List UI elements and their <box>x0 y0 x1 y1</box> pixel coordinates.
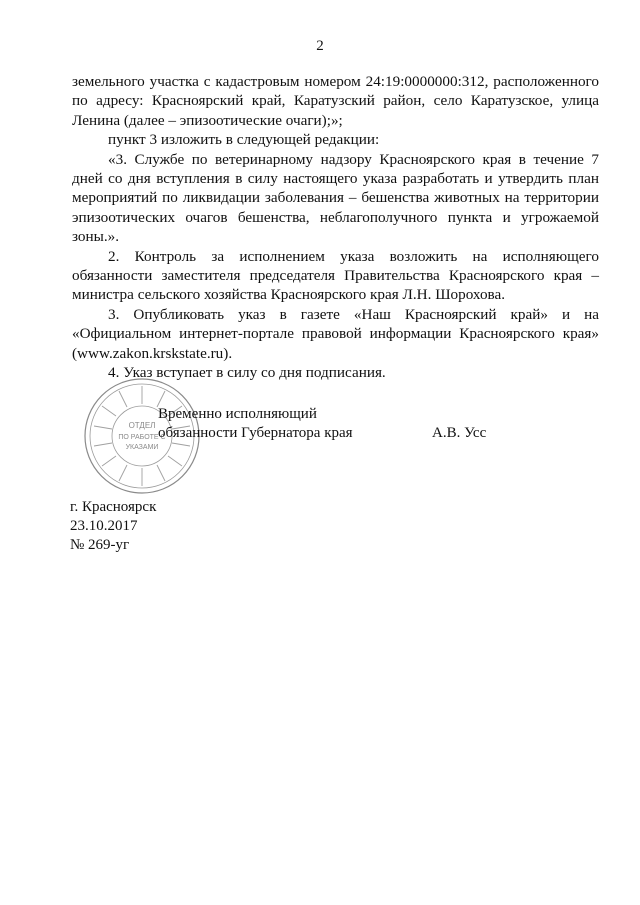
document-footer <box>70 498 156 555</box>
issue-date: 23.10.2017 <box>70 518 138 534</box>
decree-number: № 269-уг <box>70 537 130 553</box>
signer-name: А.В. Усс <box>432 425 487 441</box>
paragraph-land-plot: земельного участка с кадастровым номером 24:19:0000000:312, расположенного по адресу: Красноярский край, Каратузский район, село Каратузское, улица Ленина (далее – эпизоотические очаги);»; <box>72 73 599 129</box>
paragraph-publish: 3. Опубликовать указ в газете «Наш Красноярский край» и на «Официальном интернет-портале правовой информации Красноярского края» (www.zakon.krskstate.ru). <box>72 305 599 362</box>
paragraph-effective: 4. Указ вступает в силу со дня подписания. <box>108 364 386 382</box>
signature-title <box>158 405 353 443</box>
seal-text-3: УКАЗАМИ <box>125 444 159 451</box>
document-body <box>72 72 599 383</box>
page-number: 2 <box>316 38 324 54</box>
signature-title-line-2: обязанности Губернатора края <box>158 425 353 441</box>
paragraph-clause-3: «3. Службе по ветеринарному надзору Красноярского края в течение 7 дней со дня вступления в силу настоящего указа разработать и утвердить план мероприятий по ликвидации заболевания – бешенства животных на территории эпизоотических очагов бешенства, неблагополучного пункта и угрожаемой зоны.». <box>72 150 599 246</box>
signature-title-line-1: Временно исполняющий <box>158 406 317 422</box>
paragraph-control: 2. Контроль за исполнением указа возложить на исполняющего обязанности заместителя председателя Правительства Красноярского края – министра сельского хозяйства Красноярского края Л.Н. Шорохова. <box>72 247 599 304</box>
seal-text-1: ОТДЕЛ <box>128 421 156 430</box>
paragraph-clause-3-intro: пункт 3 изложить в следующей редакции: <box>108 131 380 149</box>
seal-text-2: ПО РАБОТЕ С <box>118 434 166 441</box>
issue-city: г. Красноярск <box>70 499 157 515</box>
